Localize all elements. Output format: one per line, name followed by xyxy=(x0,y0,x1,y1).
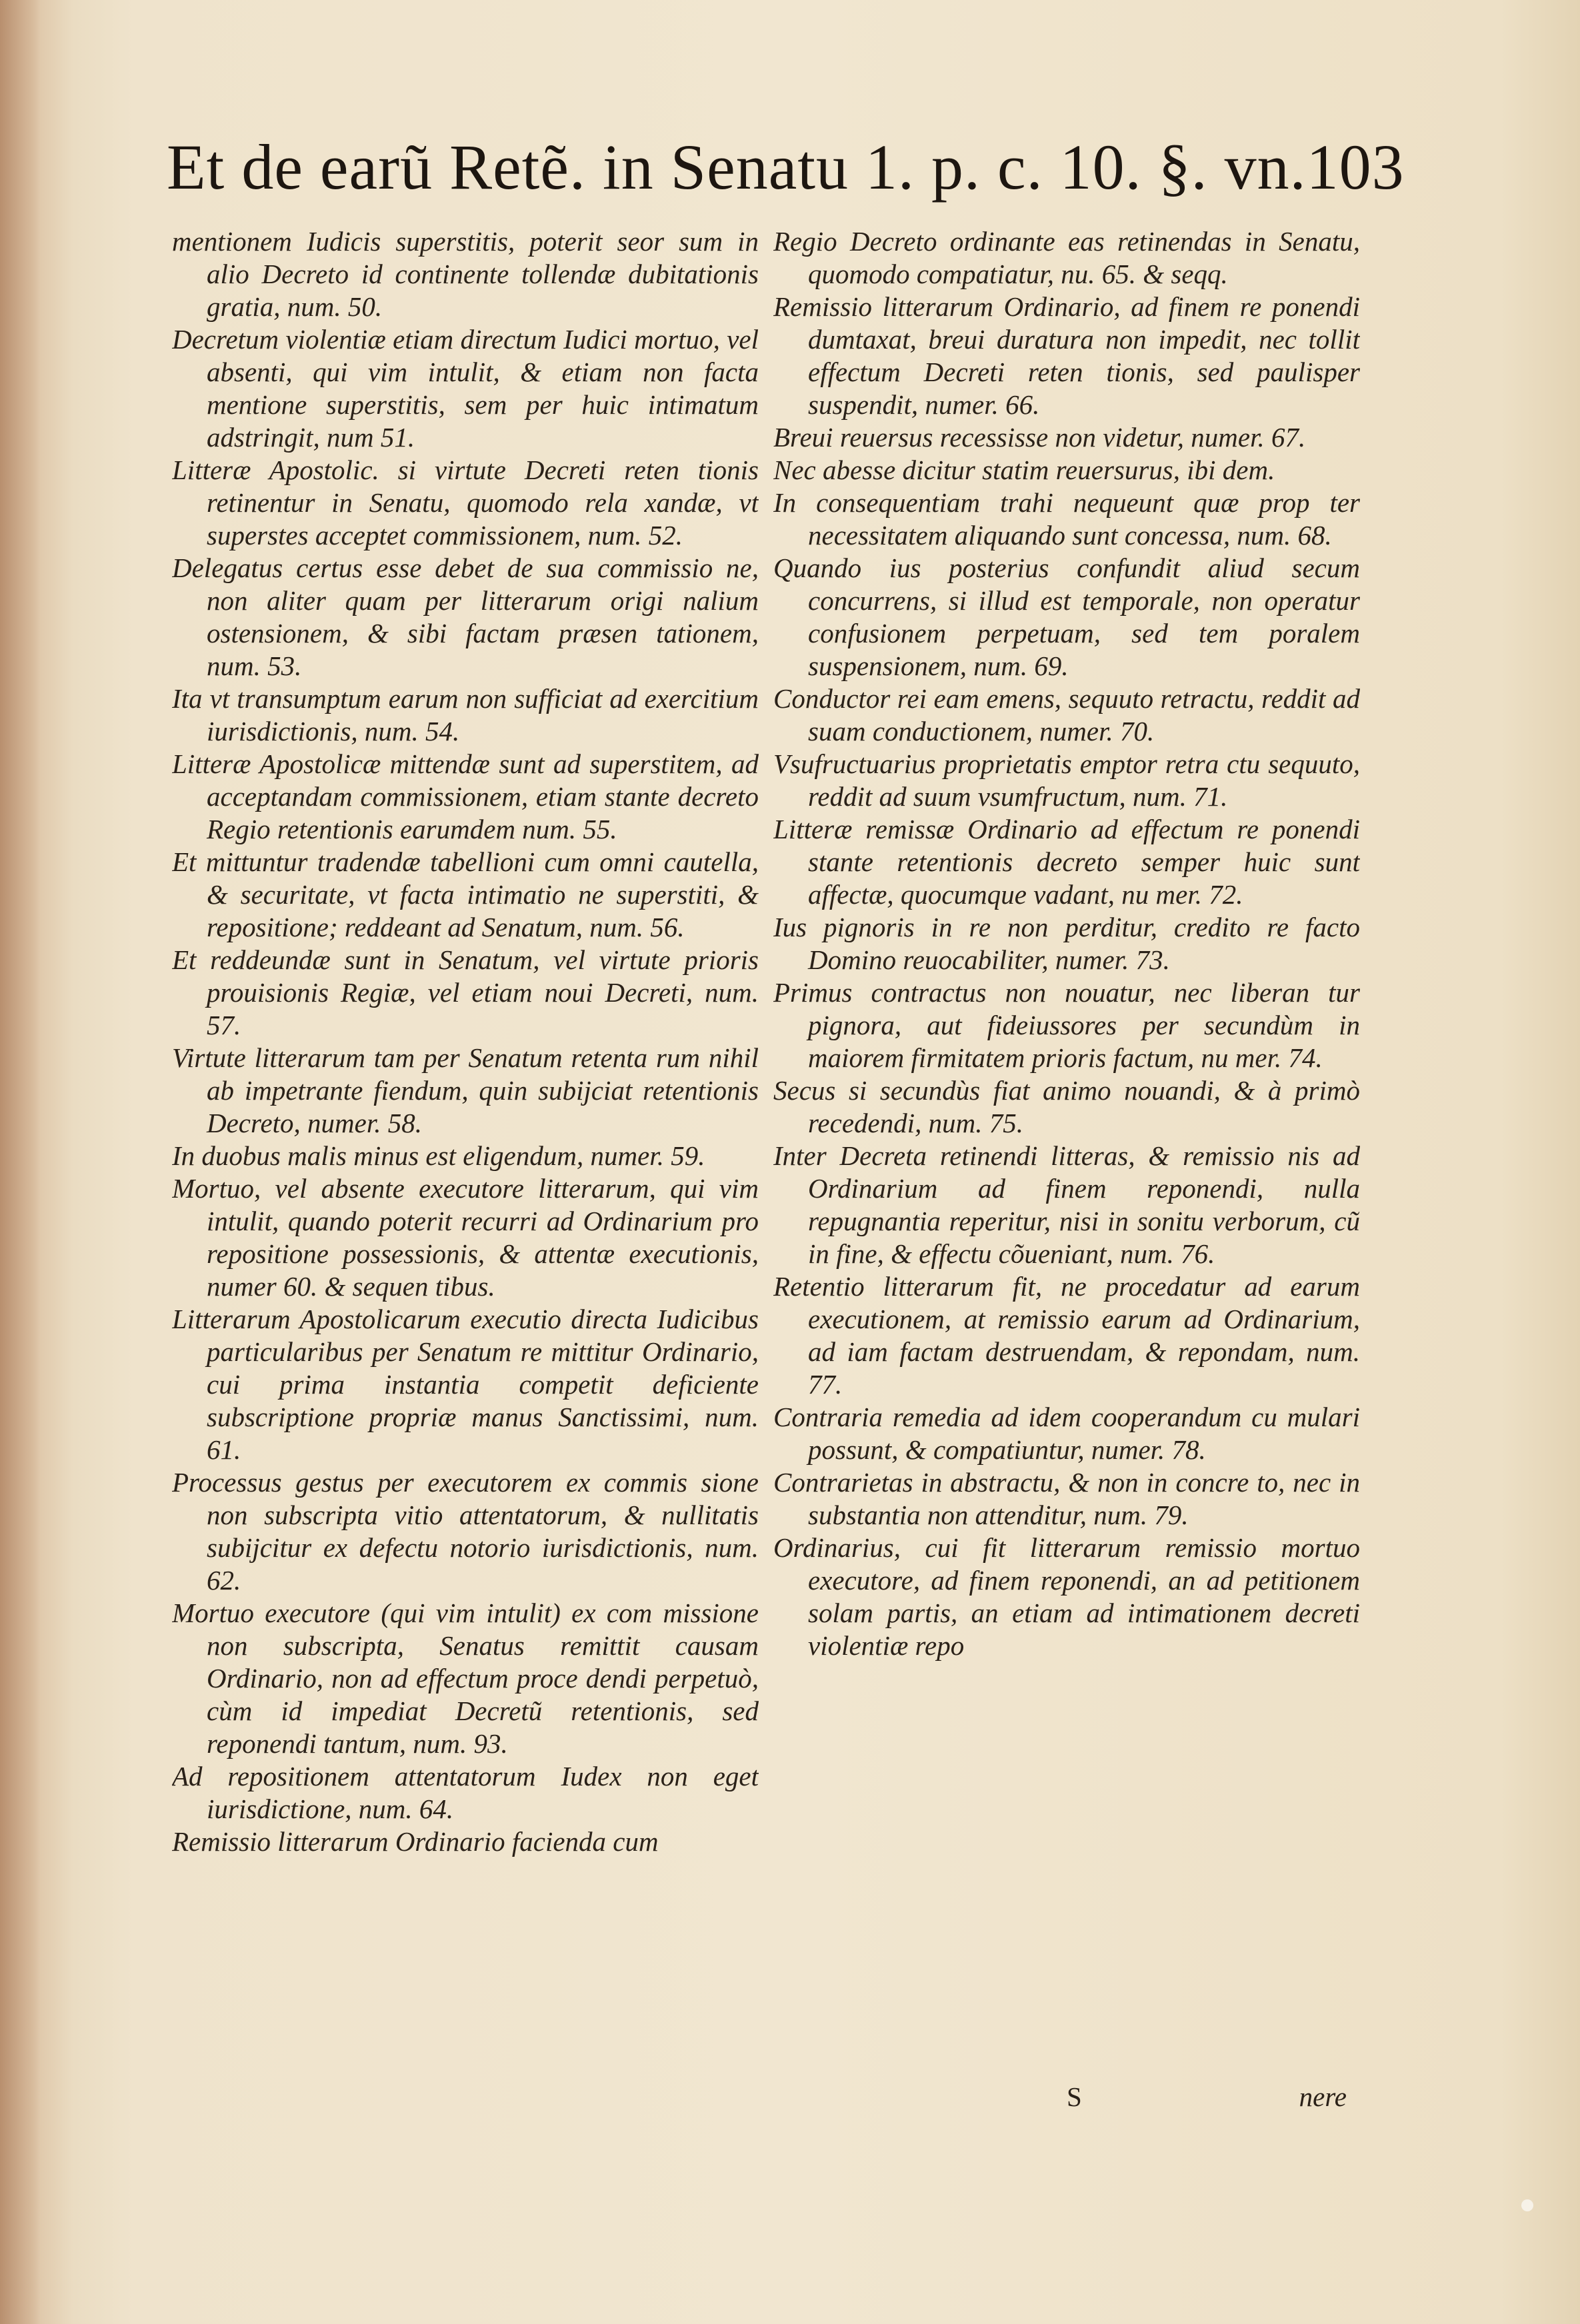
index-entry: Decretum violentiæ etiam directum Iudici mortuo, vel absenti, qui vim intulit, & etiam non facta mentione superstitis, sem per huic intimatum adstringit, num 51. xyxy=(172,324,759,453)
running-title: Et de earũ Retẽ. in Senatu 1. p. c. 10. §. vn. xyxy=(167,131,1307,203)
index-entry: Quando ius posterius confundit aliud secum concurrens, si illud est temporale, non operatur confusionem perpetuam, sed tem poralem suspensionem, num. 69. xyxy=(773,553,1360,681)
index-entry: Inter Decreta retinendi litteras, & remissio nis ad Ordinarium ad finem reponendi, nulla repugnantia reperitur, nisi in sonitu verborum, cũ in fine, & effectu cõueniant, num. 76. xyxy=(773,1140,1360,1269)
running-head xyxy=(167,130,1405,217)
index-column-right xyxy=(773,225,1360,2191)
index-entry: Litterarum Apostolicarum executio directa Iudicibus particularibus per Senatum re mittitur Ordinario, cui prima instantia competit deficiente subscriptione propriæ manus Sanctissimi, num. 61. xyxy=(172,1304,759,1465)
index-entry: Ad repositionem attentatorum Iudex non eget iurisdictione, num. 64. xyxy=(172,1761,759,1824)
index-entry: Breui reuersus recessisse non videtur, numer. 67. xyxy=(773,422,1306,453)
index-entry: Contraria remedia ad idem cooperandum cu mulari possunt, & compatiuntur, numer. 78. xyxy=(773,1402,1360,1465)
index-entry: Secus si secundùs fiat animo nouandi, & à primò recedendi, num. 75. xyxy=(773,1075,1360,1138)
index-entry: Contrarietas in abstractu, & non in concre to, nec in substantia non attenditur, num. 79. xyxy=(773,1467,1360,1530)
index-entry: In consequentiam trahi nequeunt quæ prop ter necessitatem aliquando sunt concessa, num. 68. xyxy=(773,487,1360,551)
catchword: nere xyxy=(1299,2081,1347,2112)
index-entry: mentionem Iudicis superstitis, poterit seor sum in alio Decreto id continente tollendæ dubitationis gratia, num. 50. xyxy=(172,226,759,322)
paper-spot xyxy=(1521,2199,1533,2211)
page-footer xyxy=(773,2081,1347,2121)
signature-mark: S xyxy=(1067,2081,1082,2112)
index-entry: Delegatus certus esse debet de sua commissio ne, non aliter quam per litterarum origi nalium ostensionem, & sibi factam præsen tationem, num. 53. xyxy=(172,553,759,681)
index-entry: Et reddeundæ sunt in Senatum, vel virtute prioris prouisionis Regiæ, vel etiam noui Decreti, num. 57. xyxy=(172,944,759,1040)
index-entry: Processus gestus per executorem ex commis sione non subscripta vitio attentatorum, & nullitatis subijcitur ex defectu notorio iurisdictionis, num. 62. xyxy=(172,1467,759,1596)
index-entry: Ius pignoris in re non perditur, credito re facto Domino reuocabiliter, numer. 73. xyxy=(773,912,1360,975)
index-entry: Remissio litterarum Ordinario facienda cum xyxy=(172,1826,659,1857)
index-entry: Conductor rei eam emens, sequuto retractu, reddit ad suam conductionem, numer. 70. xyxy=(773,683,1360,746)
index-entry: Mortuo, vel absente executore litterarum, qui vim intulit, quando poterit recurri ad Ordinarium pro repositione possessionis, & attentæ executionis, numer 60. & sequen tibus. xyxy=(172,1173,759,1302)
index-entry: Retentio litterarum fit, ne procedatur ad earum executionem, at remissio earum ad Ordinarium, ad iam factam destruendam, & repondam, num. 77. xyxy=(773,1271,1360,1400)
index-entry: Virtute litterarum tam per Senatum retenta rum nihil ab impetrante fiendum, quin subijciat retentionis Decreto, numer. 58. xyxy=(172,1042,759,1138)
index-entry: Nec abesse dicitur statim reuersurus, ibi dem. xyxy=(773,455,1275,485)
index-entry: Mortuo executore (qui vim intulit) ex com missione non subscripta, Senatus remittit causam Ordinario, non ad effectum proce dendi perpetuò, cùm id impediat Decretũ retentionis, sed reponendi tantum, num. 93. xyxy=(172,1598,759,1759)
index-entry: Litteræ Apostolic. si virtute Decreti reten tionis retinentur in Senatu, quomodo rela xandæ, vt superstes acceptet commissionem, num. 52. xyxy=(172,455,759,551)
index-entry: In duobus malis minus est eligendum, numer. 59. xyxy=(172,1140,705,1171)
index-entry: Vsufructuarius proprietatis emptor retra ctu sequuto, reddit ad suum vsumfructum, num. 71. xyxy=(773,748,1360,812)
index-entry: Et mittuntur tradendæ tabellioni cum omni cautella, & securitate, vt facta intimatio ne superstiti, & repositione; reddeant ad Senatum, num. 56. xyxy=(172,846,759,942)
index-entry: Ordinarius, cui fit litterarum remissio mortuo executore, ad finem reponendi, an ad petitionem solam partis, an etiam ad intimationem decreti violentiæ repo xyxy=(773,1532,1360,1661)
index-entry: Remissio litterarum Ordinario, ad finem re ponendi dumtaxat, breui duratura non impedit, nec tollit effectum Decreti reten tionis, sed paulisper suspendit, numer. 66. xyxy=(773,291,1360,420)
index-entry: Litteræ remissæ Ordinario ad effectum re ponendi stante retentionis decreto semper huic sunt affectæ, quocumque vadant, nu mer. 72. xyxy=(773,814,1360,910)
index-column-left xyxy=(172,225,759,2191)
index-entry: Primus contractus non nouatur, nec liberan tur pignora, aut fideiussores per secundùm in maiorem firmitatem prioris factum, nu mer. 74. xyxy=(773,977,1360,1073)
index-entry: Ita vt transumptum earum non sufficiat ad exercitium iurisdictionis, num. 54. xyxy=(172,683,759,746)
binding-gutter xyxy=(0,0,40,2324)
page-number: 103 xyxy=(1306,131,1405,203)
index-entry: Litteræ Apostolicæ mittendæ sunt ad superstitem, ad acceptandam commissionem, etiam stante decreto Regio retentionis earumdem num. 55. xyxy=(172,748,759,844)
index-entry: Regio Decreto ordinante eas retinendas in Senatu, quomodo compatiatur, nu. 65. & seqq. xyxy=(773,226,1360,289)
